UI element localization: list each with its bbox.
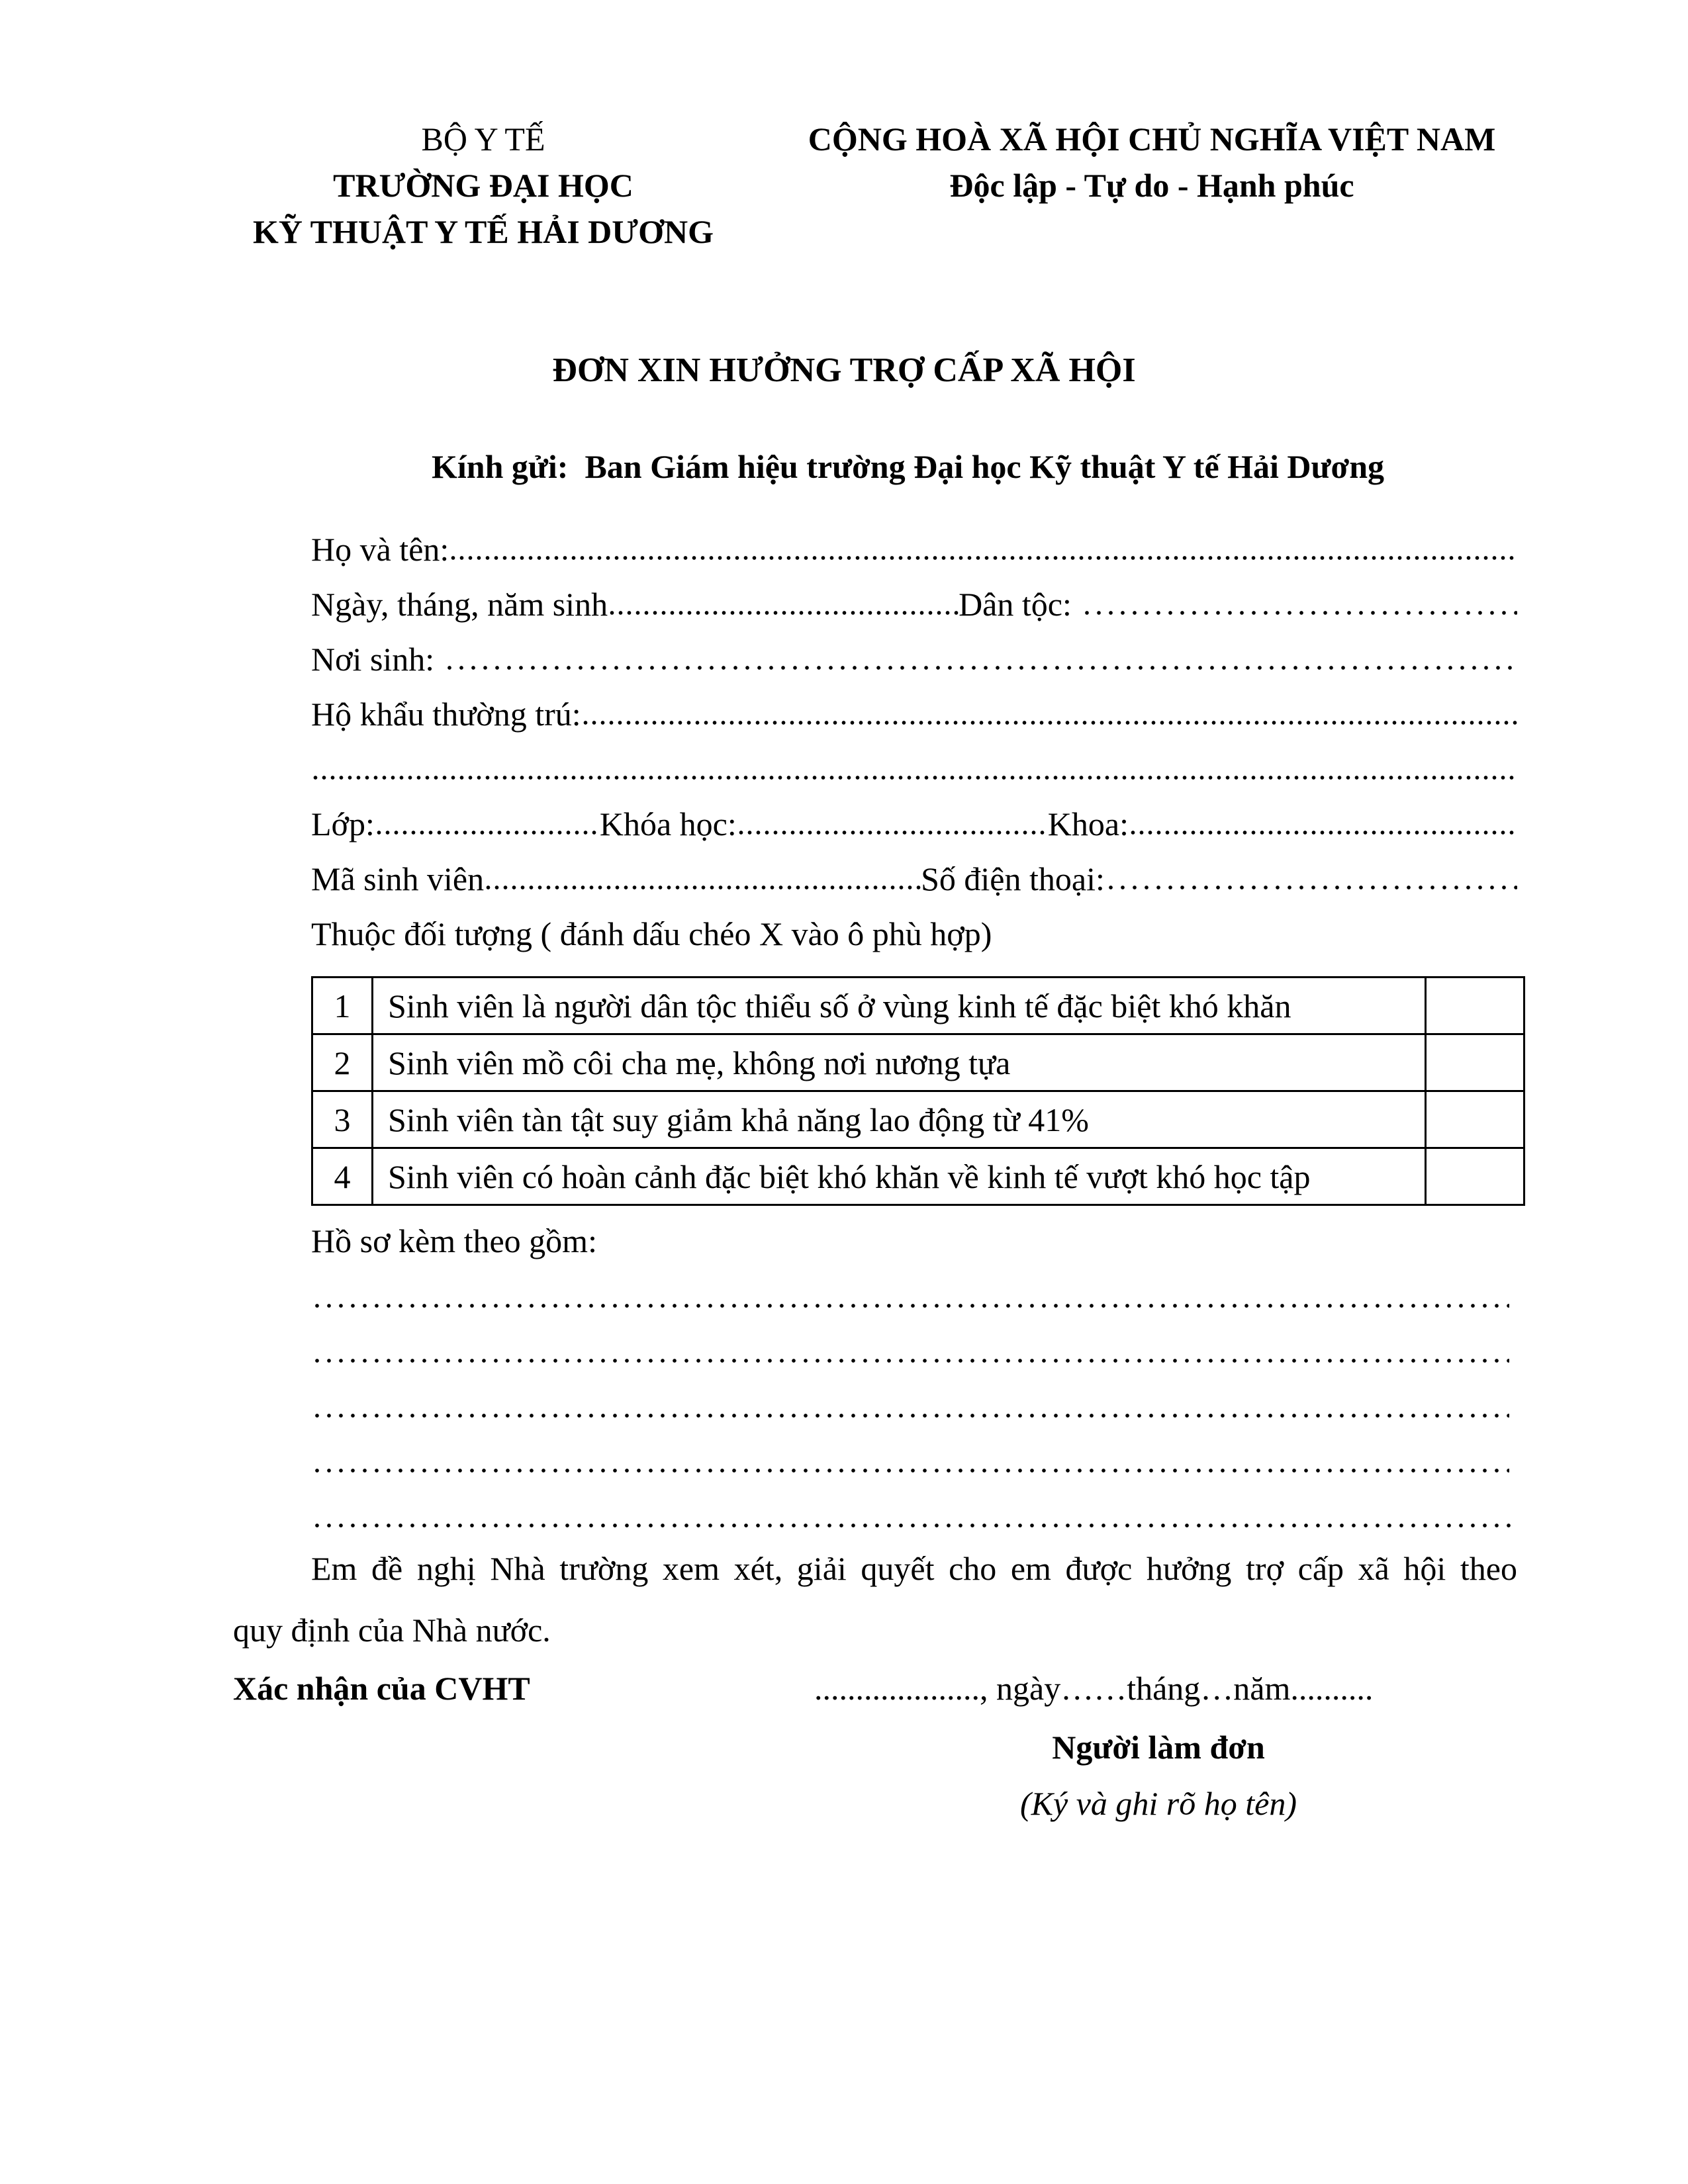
course-blank[interactable] [737,830,1048,835]
recipient-line [432,443,1384,490]
birth-date-label: Ngày, tháng, năm sinh [311,586,608,623]
table-row [312,1034,1524,1091]
residence-continuation[interactable] [311,746,1517,792]
category-number: 1 [312,978,373,1034]
category-checkbox[interactable] [1426,1034,1524,1091]
birthplace-label: Nơi sinh: [311,641,435,678]
category-checkbox[interactable] [1426,1091,1524,1148]
applicant-label: Người làm đơn [1052,1729,1265,1766]
attachments-label-row [311,1218,1517,1264]
class-course-faculty-row [311,801,1517,847]
attachment-line[interactable] [311,1274,1509,1320]
full-name-field[interactable] [311,526,1517,572]
ethnicity-blank[interactable] [1081,610,1517,615]
birth-ethnicity-row [311,581,1517,627]
attachment-line[interactable] [311,1384,1509,1430]
category-number: 4 [312,1148,373,1205]
date-line: ...................., ngày……tháng…năm.......... [814,1670,1374,1707]
nation-motto: Độc lập - Tự do - Hạnh phúc [949,167,1354,204]
attachment-line[interactable] [311,1494,1513,1540]
category-checkbox[interactable] [1426,1148,1524,1205]
class-blank[interactable] [375,830,600,835]
document-title: ĐƠN XIN HƯỞNG TRỢ CẤP XÃ HỘI [552,351,1136,389]
category-table [311,976,1525,1206]
ministry-name: BỘ Y TẾ [421,120,545,158]
request-paragraph-line1: Em đề nghị Nhà trường xem xét, giải quyết cho em được hưởng trợ cấp xã hội theo [311,1550,1517,1587]
recipient-label: Kính gửi: [432,448,569,485]
recipient-value: Ban Giám hiệu trường Đại học Kỹ thuật Y tế Hải Dương [585,448,1385,485]
attachment-blank[interactable] [311,1523,1513,1528]
residence-blank[interactable] [581,720,1517,725]
residence-blank-2[interactable] [311,775,1517,780]
request-paragraph-line2: quy định của Nhà nước. [233,1612,551,1649]
category-text: Sinh viên mồ côi cha mẹ, không nơi nương tựa [373,1034,1426,1091]
faculty-label: Khoa: [1047,805,1129,842]
student-id-phone-row [311,856,1517,902]
category-number: 2 [312,1034,373,1091]
category-number: 3 [312,1091,373,1148]
birthplace-field[interactable] [311,636,1517,682]
birth-date-blank[interactable] [608,610,959,615]
residence-field[interactable] [311,691,1517,737]
attachment-blank[interactable] [311,1303,1509,1308]
full-name-blank[interactable] [449,555,1517,561]
table-row [312,1148,1524,1205]
nation-name: CỘNG HOÀ XÃ HỘI CHỦ NGHĨA VIỆT NAM [808,120,1496,158]
category-text: Sinh viên có hoàn cảnh đặc biệt khó khăn về kinh tế vượt khó học tập [373,1148,1426,1205]
school-name-line1: TRƯỜNG ĐẠI HỌC [333,167,633,204]
attachments-label: Hồ sơ kèm theo gồm: [311,1222,597,1259]
attachment-blank[interactable] [311,1413,1509,1418]
phone-blank[interactable] [1105,885,1517,890]
sign-note: (Ký và ghi rõ họ tên) [1020,1785,1297,1822]
attachment-blank[interactable] [311,1358,1509,1363]
category-checkbox[interactable] [1426,978,1524,1034]
faculty-blank[interactable] [1129,830,1517,835]
attachment-blank[interactable] [311,1468,1509,1473]
advisor-confirmation-label: Xác nhận của CVHT [233,1670,530,1707]
full-name-label: Họ và tên: [311,531,449,568]
table-row [312,1091,1524,1148]
phone-label: Số điện thoại: [921,860,1105,897]
course-label: Khóa học: [599,805,737,842]
attachment-line[interactable] [311,1439,1509,1485]
school-name-line2: KỸ THUẬT Y TẾ HẢI DƯƠNG [253,213,714,250]
residence-label: Hộ khẩu thường trú: [311,696,581,733]
class-label: Lớp: [311,805,375,842]
category-text: Sinh viên là người dân tộc thiểu số ở vùng kinh tế đặc biệt khó khăn [373,978,1426,1034]
birthplace-blank[interactable] [444,665,1517,670]
category-prompt: Thuộc đối tượng ( đánh dấu chéo X vào ô phù hợp) [311,915,992,952]
category-prompt-row [311,911,1517,957]
ethnicity-label: Dân tộc: [959,586,1072,623]
student-id-label: Mã sinh viên [311,860,485,897]
category-text: Sinh viên tàn tật suy giảm khả năng lao động từ 41% [373,1091,1426,1148]
student-id-blank[interactable] [484,885,921,890]
table-row [312,978,1524,1034]
attachment-line[interactable] [311,1329,1509,1375]
